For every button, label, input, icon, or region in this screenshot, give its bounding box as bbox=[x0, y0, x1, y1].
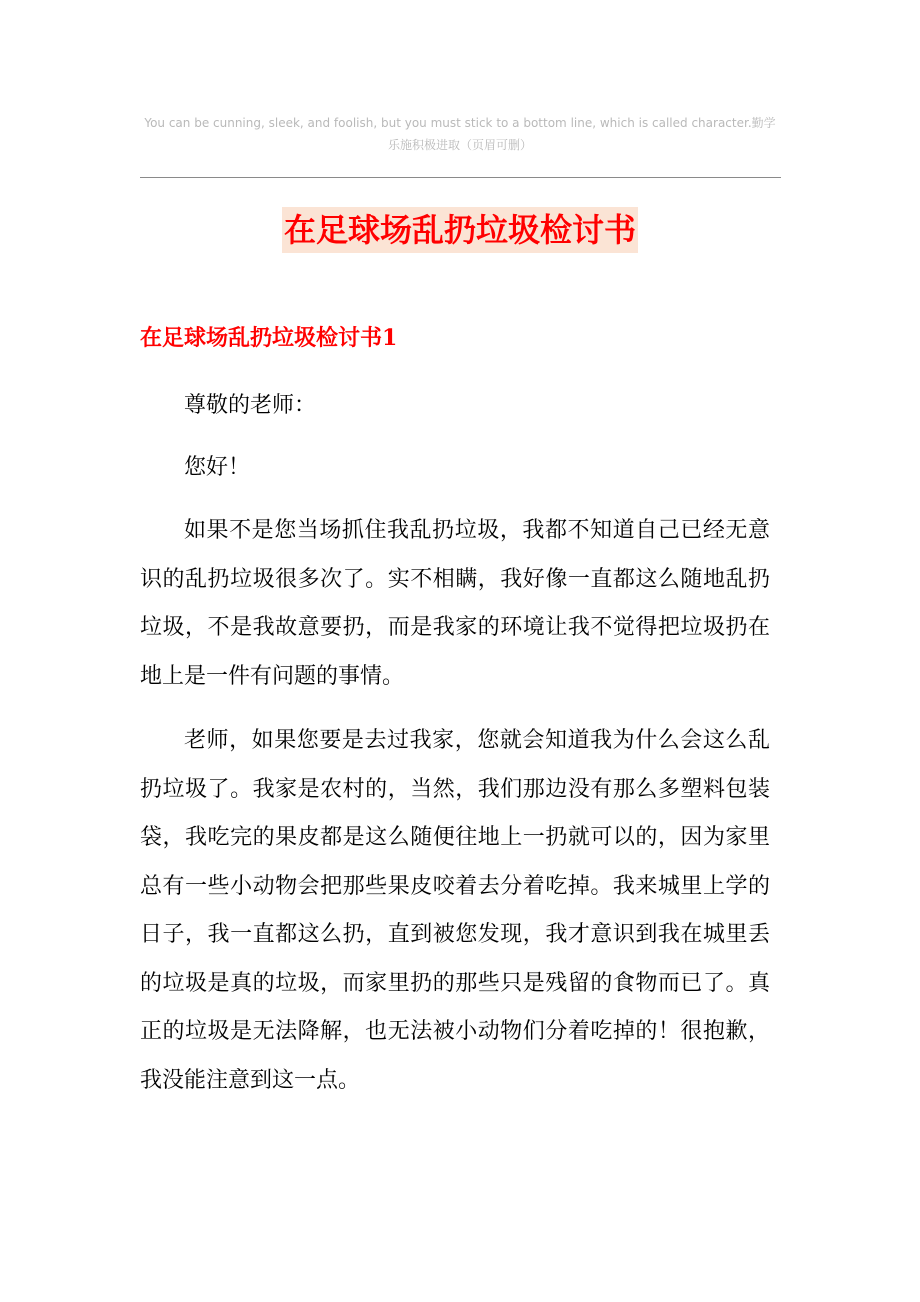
header-quote-english: You can be cunning, sleek, and foolish, but you must stick to a bottom line, which is called character. bbox=[144, 116, 752, 130]
header-quote-chinese: 勤学乐施积极进取（页眉可删） bbox=[387, 116, 776, 152]
greeting: 您好！ bbox=[184, 455, 251, 480]
section-heading: 在足球场乱扔垃圾检讨书1 bbox=[140, 325, 398, 351]
header-divider bbox=[140, 177, 781, 178]
page-header bbox=[140, 112, 780, 156]
body-paragraph-1: 如果不是您当场抓住我乱扔垃圾，我都不知道自己已经无意识的乱扔垃圾很多次了。实不相瞒，我好像一直都这么随地乱扔垃圾，不是我故意要扔，而是我家的环境让我不觉得把垃圾扔在地上是一件有问题的事情。 bbox=[140, 518, 770, 689]
document-title: 在足球场乱扔垃圾检讨书 bbox=[282, 207, 638, 253]
body-paragraph-2: 老师，如果您要是去过我家，您就会知道我为什么会这么乱扔垃圾了。我家是农村的，当然，我们那边没有那么多塑料包装袋，我吃完的果皮都是这么随便往地上一扔就可以的，因为家里总有一些小动物会把那些果皮咬着去分着吃掉。我来城里上学的日子，我一直都这么扔，直到被您发现，我才意识到我在城里丢的垃圾是真的垃圾，而家里扔的那些只是残留的食物而已了。真正的垃圾是无法降解，也无法被小动物们分着吃掉的！很抱歉，我没能注意到这一点。 bbox=[140, 728, 770, 1093]
title-container bbox=[0, 207, 920, 253]
salutation: 尊敬的老师： bbox=[184, 393, 317, 418]
